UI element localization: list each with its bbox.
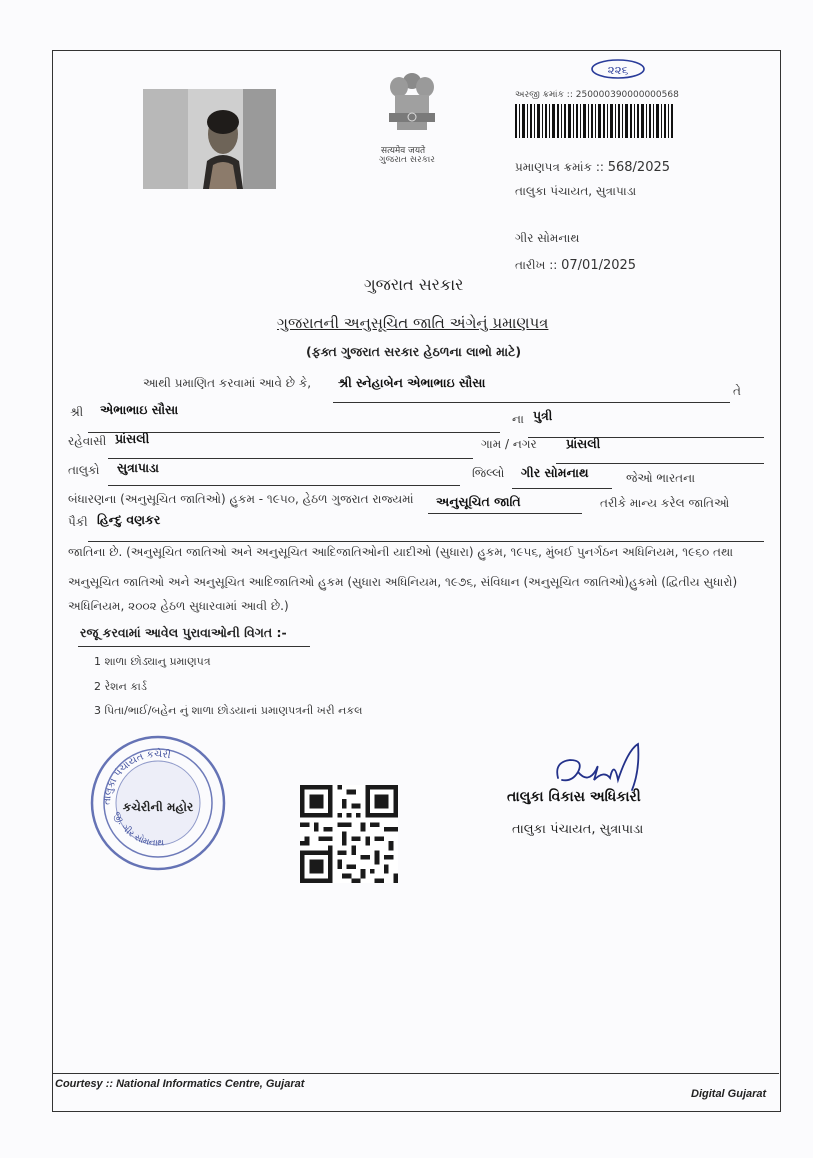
district-underline — [512, 488, 612, 489]
ink-note-text: ૨૨૬ — [607, 63, 629, 77]
category-underline — [428, 513, 582, 514]
seal-ring-top: તાલુકા પંચાયત કચેરી — [101, 748, 172, 806]
resident-label: રહેવાસી — [68, 434, 107, 448]
evidence-item: 2 રેશન કાર્ડ — [94, 680, 147, 693]
issue-date-label: તારીખ :: — [515, 258, 558, 272]
evidence-heading: રજૂ કરવામાં આવેલ પુરાવાઓની વિગત :- — [80, 625, 287, 640]
issue-date: 07/01/2025 — [561, 258, 637, 273]
paragraph-line-2: અનુસૂચિત જાતિઓ અને અનુસૂચિત આદિજાતિઓ હુકમ (સુધારા અધિનિયમ, ૧૯૭૬, સંવિધાન (અનુસૂચિત જાતિઓ)હુકમો (દ્વિતીય સુધારો) — [68, 575, 738, 589]
government-title: ગુજરાત સરકાર — [364, 275, 464, 294]
certificate-number: 568/2025 — [607, 160, 671, 175]
resident-value: પ્રાંસલી — [115, 431, 150, 446]
application-number: અરજી ક્રમાંક :: 250000390000000568 — [515, 90, 679, 100]
na-label: ના — [512, 412, 524, 426]
seal-ring-bottom: જી. ગીર સોમનાથ — [110, 810, 165, 849]
caste-value: હિન્દુ વણકર — [97, 512, 161, 527]
qr-code-icon — [300, 785, 398, 883]
evidence-item: 1 શાળા છોડ્યાનુ પ્રમાણપત્ર — [94, 655, 211, 668]
relation-underline — [528, 437, 764, 438]
recognized-text: તરીકે માન્ય કરેલ જાતિઓ — [600, 496, 730, 510]
name-underline — [333, 402, 730, 403]
handwritten-note-icon — [588, 55, 648, 81]
among-label: પૈકી — [68, 515, 88, 529]
relation: પુત્રી — [533, 408, 553, 423]
person-photo-icon — [143, 89, 276, 189]
indian-text: જેઓ ભારતના — [626, 471, 696, 485]
footer-divider — [52, 1073, 779, 1074]
issuing-district: ગીર સોમનાથ — [515, 231, 580, 245]
signatory-office: તાલુકા પંચાયત, સુત્રાપાડા — [512, 822, 644, 837]
village-underline — [556, 463, 764, 464]
village-value: પ્રાંસલી — [566, 436, 601, 451]
footer-courtesy: Courtesy :: National Informatics Centre, Gujarat — [55, 1078, 305, 1090]
order-text: બંધારણના (અનુસૂચિત જાતિઓ) હુકમ - ૧૯૫૦, હેઠળ ગુજરાત રાજ્યમાં — [68, 492, 414, 506]
district-value: ગીર સોમનાથ — [521, 465, 589, 480]
footer-brand: Digital Gujarat — [691, 1088, 767, 1100]
certificate-number-row — [515, 160, 670, 175]
caste-underline — [88, 541, 764, 542]
office-seal-icon — [88, 733, 228, 873]
emblem-state-label: ગુજરાત સરકાર — [379, 155, 435, 165]
father-name: એભાભાઇ સૌસા — [100, 402, 179, 417]
taluka-underline — [108, 485, 460, 486]
te-suffix: તે — [733, 384, 741, 398]
certificate-subtitle: (ફક્ત ગુજરાત સરકાર હેઠળના લાભો માટે) — [306, 344, 522, 359]
seal-center-text: કચેરીની મહોર — [122, 800, 194, 814]
district-label: જિલ્લો — [472, 466, 505, 480]
paragraph-line-1: જાતિના છે. (અનુસૂચિત જાતિઓ અને અનુસૂચિત આદિજાતિઓની યાદીઓ (સુધારા) હુકમ, ૧૯૫૬, મુંબઈ પુનર્ગઠન અધિનિયમ, ૧૯૬૦ તથા — [68, 545, 734, 559]
village-label: ગામ / નગર — [481, 437, 537, 451]
father-name-underline — [88, 432, 500, 433]
signatory-title: તાલુકા વિકાસ અધિકારી — [507, 789, 641, 805]
issue-date-row — [515, 258, 636, 273]
certificate-number-label: પ્રમાણપત્ર ક્રમાંક :: — [515, 160, 604, 174]
taluka-value: સુત્રાપાડા — [117, 460, 159, 475]
certificate-title: ગુજરાતની અનુસૂચિત જાતિ અંગેનું પ્રમાણપત્ર — [277, 314, 549, 332]
category-value: અનુસૂચિત જાતિ — [436, 494, 521, 509]
applicant-photo — [143, 89, 276, 189]
certify-prefix: આથી પ્રમાણિત કરવામાં આવે છે કે, — [143, 376, 312, 390]
issuing-office: તાલુકા પંચાયત, સુત્રાપાડા — [515, 184, 637, 198]
evidence-item: 3 પિતા/ભાઈ/બહેન નું શાળા છોડયાનાં પ્રમાણપત્રની ખરી નકલ — [94, 704, 363, 717]
emblem-motto: सत्यमेव जयते — [381, 146, 426, 156]
paragraph-line-3: અધિનિયમ, ૨૦૦૨ હેઠળ સુધારવામાં આવી છે.) — [68, 599, 289, 613]
evidence-heading-underline — [78, 646, 310, 647]
person-name: શ્રી સ્નેહાબેન એભાભાઇ સૌસા — [338, 375, 486, 390]
shri-label: શ્રી — [70, 405, 84, 419]
resident-underline — [108, 458, 473, 459]
state-emblem — [375, 67, 450, 167]
lion-capital-icon — [375, 67, 450, 137]
taluka-label: તાલુકો — [68, 463, 100, 477]
barcode-icon — [515, 104, 673, 138]
